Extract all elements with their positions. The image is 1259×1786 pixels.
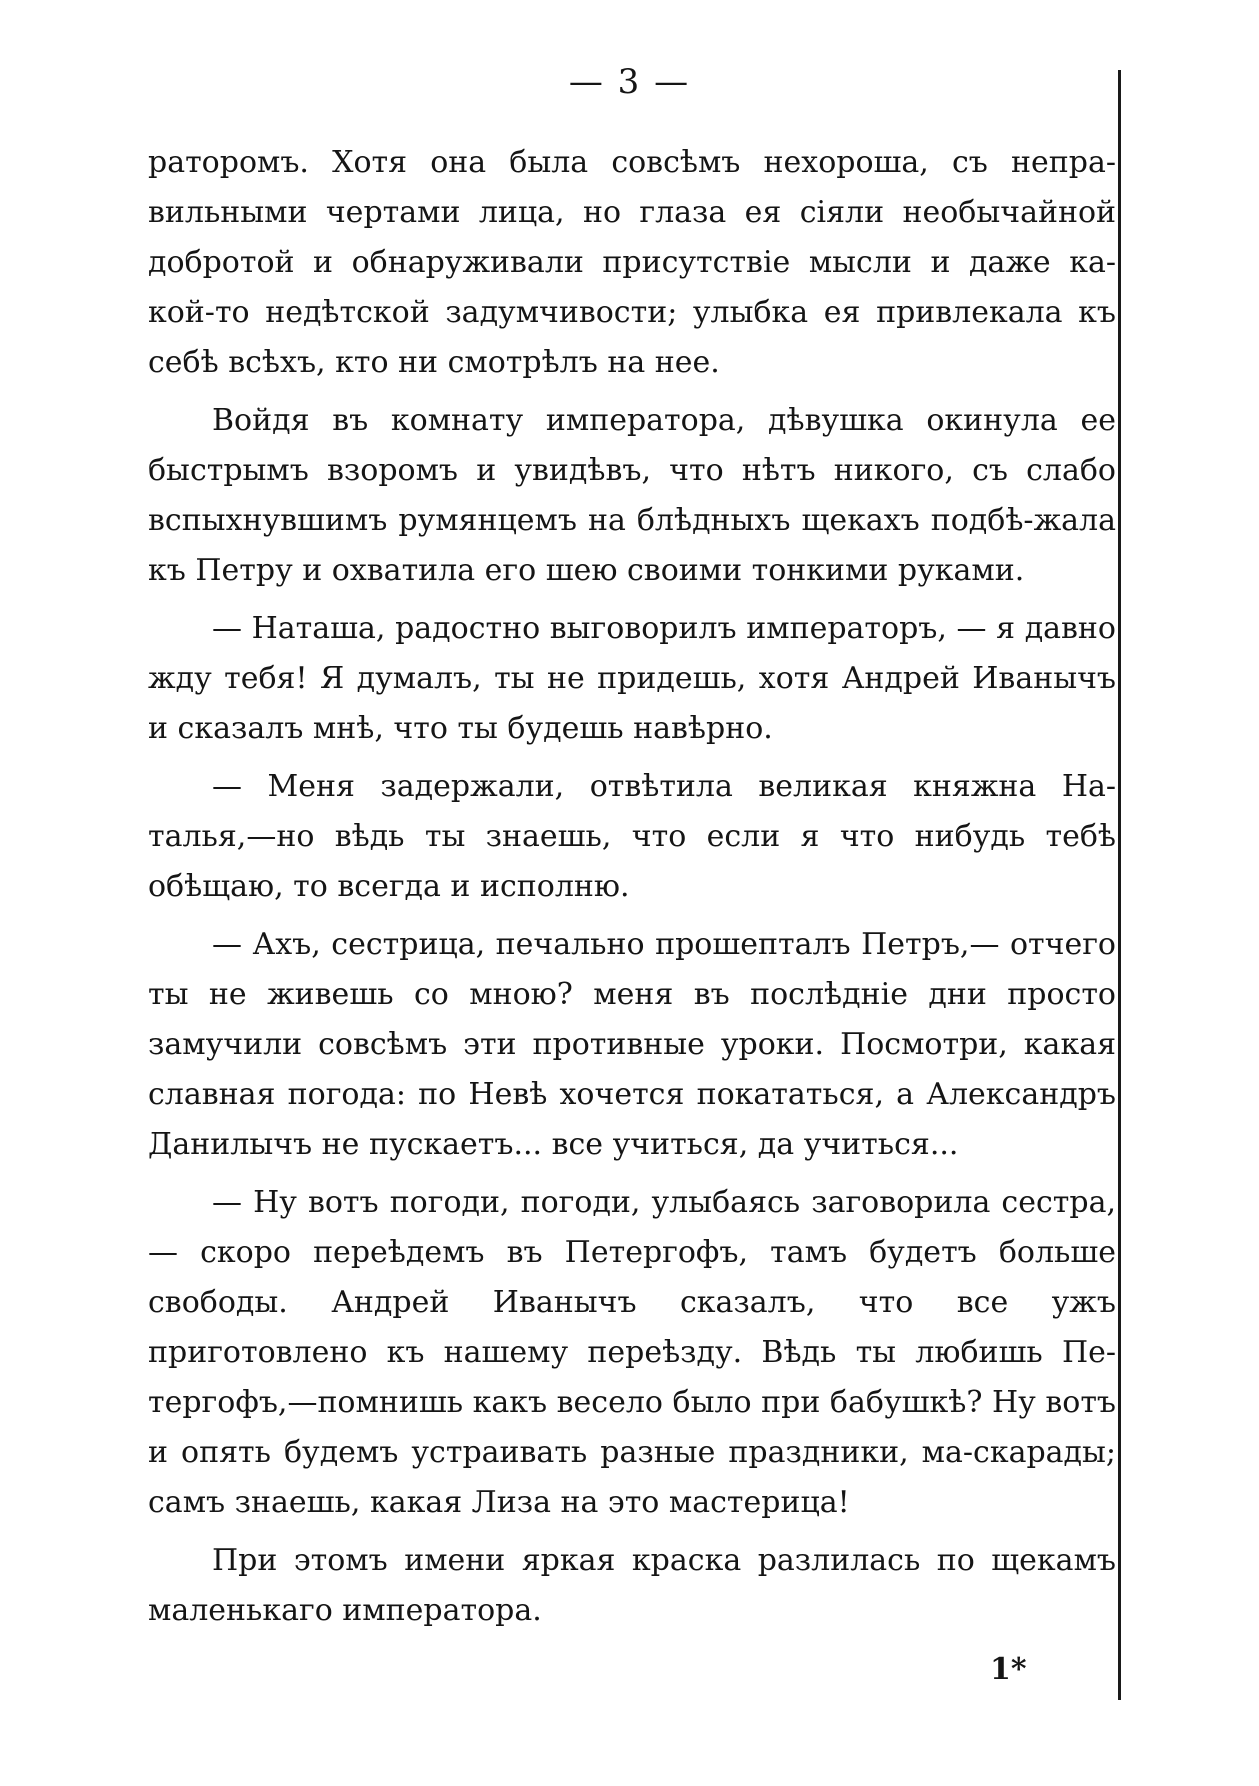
paragraph-5: — Ахъ, сестрица, печально прошепталъ Петръ,— отчего ты не живешь со мною? меня въ послѣдніе дни просто замучили совсѣмъ эти противные уроки. Посмотри, какая славная погода: по Невѣ хочется покататься, а Александръ Данилычъ не пускаетъ... все учиться, да учиться... [148,927,1116,1162]
paragraph-2: Войдя въ комнату императора, дѣвушка окинула ее быстрымъ взоромъ и увидѣвъ, что нѣтъ никого, съ слабо вспыхнувшимъ румянцемъ на блѣдныхъ щекахъ подбѣ-жала къ Петру и охватила его шею своими тонкими руками. [148,403,1116,588]
paragraph-7: При этомъ имени яркая краска разлилась по щекамъ маленькаго императора. [148,1543,1116,1628]
signature-mark: 1* [990,1652,1027,1687]
paragraph-6: — Ну вотъ погоди, погоди, улыбаясь заговорила сестра, — скоро переѣдемъ въ Петергофъ, тамъ будетъ больше свободы. Андрей Иванычъ сказалъ, что все ужъ приготовлено къ нашему переѣзду. Вѣдь ты любишь Пе-тергофъ,—помнишь какъ весело было при бабушкѣ? Ну вотъ и опять будемъ устраивать разные праздники, ма-скарады; самъ знаешь, какая Лиза на это мастерица! [148,1185,1116,1520]
paragraph-3: — Наташа, радостно выговорилъ императоръ, — я давно жду тебя! Я думалъ, ты не придешь, хотя Андрей Иванычъ и сказалъ мнѣ, что ты будешь навѣрно. [148,611,1116,746]
page-edge-line [1118,70,1121,1700]
paragraph-4: — Меня задержали, отвѣтила великая княжна На-талья,—но вѣдь ты знаешь, что если я что нибудь тебѣ обѣщаю, то всегда и исполню. [148,769,1116,904]
body-text [148,138,1116,1644]
paragraph-1: раторомъ. Хотя она была совсѣмъ нехороша, съ непра-вильными чертами лица, но глаза ея сіяли необычайной добротой и обнаруживали присутствіе мысли и даже ка-кой-то недѣтской задумчивости; улыбка ея привлекала къ себѣ всѣхъ, кто ни смотрѣлъ на нее. [148,145,1116,380]
page-number: — 3 — [568,62,691,102]
